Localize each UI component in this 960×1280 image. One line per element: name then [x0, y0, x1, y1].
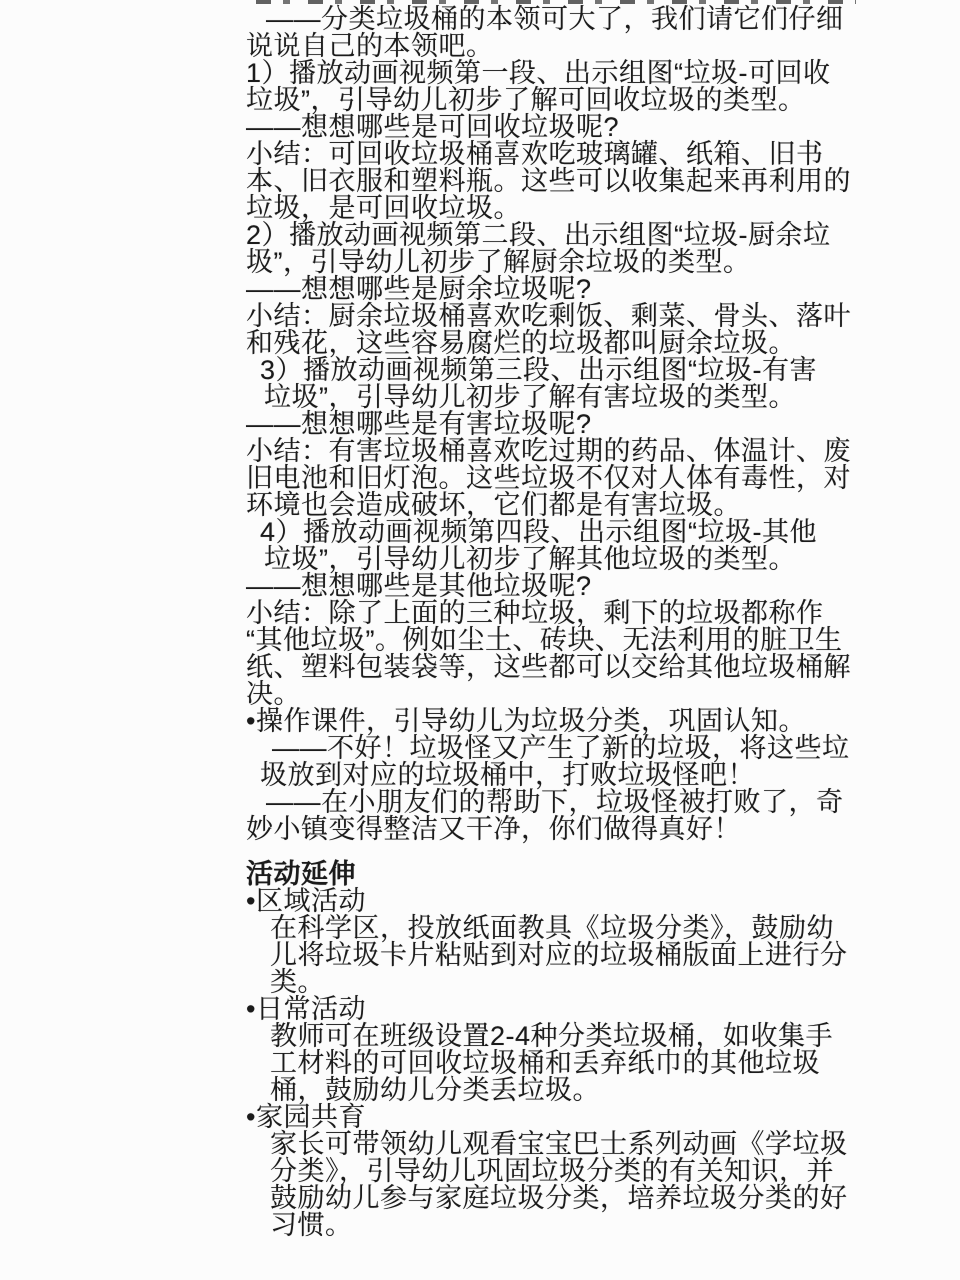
text-line: 和残花，这些容易腐烂的垃圾都叫厨余垃圾。: [246, 328, 796, 358]
text-line: 习惯。: [270, 1210, 353, 1240]
text-line: 垃圾”，引导幼儿初步了解有害垃圾的类型。: [264, 382, 796, 412]
section-heading-extension: 活动延伸: [246, 859, 356, 889]
bullet-text-line: •区域活动: [246, 886, 366, 916]
text-line: 1）播放动画视频第一段、出示组图“垃圾-可回收: [246, 58, 831, 88]
text-line: 教师可在班级设置2-4种分类垃圾桶，如收集手: [270, 1021, 834, 1051]
text-line: 小结：可回收垃圾桶喜欢吃玻璃罐、纸箱、旧书: [246, 139, 824, 169]
text-line: 旧电池和旧灯泡。这些垃圾不仅对人体有毒性，对: [246, 463, 851, 493]
text-line: 在科学区，投放纸面教具《垃圾分类》，鼓励幼: [270, 913, 834, 943]
text-line: 小结：除了上面的三种垃圾，剩下的垃圾都称作: [246, 598, 824, 628]
lesson-body-section: [246, 6, 906, 843]
text-line: 家长可带领幼儿观看宝宝巴士系列动画《学垃圾: [270, 1129, 848, 1159]
text-line: 小结：有害垃圾桶喜欢吃过期的药品、体温计、废: [246, 436, 851, 466]
text-line: 圾放到对应的垃圾桶中，打败垃圾怪吧！: [260, 760, 755, 790]
text-line: 桶，鼓励幼儿分类丢垃圾。: [270, 1075, 600, 1105]
text-line: 垃圾”，引导幼儿初步了解其他垃圾的类型。: [264, 544, 796, 574]
text-line: ——想想哪些是厨余垃圾呢?: [246, 274, 592, 304]
extension-section: [246, 888, 906, 1239]
text-line: ——分类垃圾桶的本领可大了，我们请它们仔细: [266, 4, 844, 34]
text-line: 鼓励幼儿参与家庭垃圾分类，培养垃圾分类的好: [270, 1183, 848, 1213]
text-line: 类。: [270, 967, 325, 997]
text-line: ——想想哪些是有害垃圾呢?: [246, 409, 592, 439]
text-line: 垃圾，是可回收垃圾。: [246, 193, 521, 223]
text-line: 本、旧衣服和塑料瓶。这些可以收集起来再利用的: [246, 166, 851, 196]
bullet-text-line: •日常活动: [246, 994, 366, 1024]
bullet-text-line: •家园共育: [246, 1102, 366, 1132]
text-line: 工材料的可回收垃圾桶和丢弃纸巾的其他垃圾: [270, 1048, 820, 1078]
text-line: “其他垃圾”。例如尘土、砖块、无法利用的脏卫生: [246, 625, 843, 655]
text-line: 分类》，引导幼儿巩固垃圾分类的有关知识，并: [270, 1156, 834, 1186]
text-line: 纸、塑料包装袋等，这些都可以交给其他垃圾桶解: [246, 652, 851, 682]
text-line: 3）播放动画视频第三段、出示组图“垃圾-有害: [260, 355, 817, 385]
text-line: ——想想哪些是其他垃圾呢?: [246, 571, 592, 601]
text-line: 垃圾”，引导幼儿初步了解可回收垃圾的类型。: [246, 85, 806, 115]
text-line: 说说自己的本领吧。: [246, 31, 494, 61]
text-line: 妙小镇变得整洁又干净，你们做得真好！: [246, 814, 741, 844]
text-line: 圾”，引导幼儿初步了解厨余垃圾的类型。: [246, 247, 751, 277]
text-line: ——不好！垃圾怪又产生了新的垃圾，将这些垃: [272, 733, 850, 763]
text-line: ——想想哪些是可回收垃圾呢?: [246, 112, 620, 142]
bullet-text-line: •操作课件，引导幼儿为垃圾分类，巩固认知。: [246, 706, 806, 736]
text-line: 小结：厨余垃圾桶喜欢吃剩饭、剩菜、骨头、落叶: [246, 301, 851, 331]
text-line: 环境也会造成破坏，它们都是有害垃圾。: [246, 490, 741, 520]
document-text-column: [246, 6, 906, 1239]
text-line: 儿将垃圾卡片粘贴到对应的垃圾桶版面上进行分: [270, 940, 848, 970]
text-line: ——在小朋友们的帮助下，垃圾怪被打败了，奇: [266, 787, 844, 817]
text-line: 决。: [246, 679, 301, 709]
text-line: 2）播放动画视频第二段、出示组图“垃圾-厨余垃: [246, 220, 831, 250]
text-line: 4）播放动画视频第四段、出示组图“垃圾-其他: [260, 517, 817, 547]
